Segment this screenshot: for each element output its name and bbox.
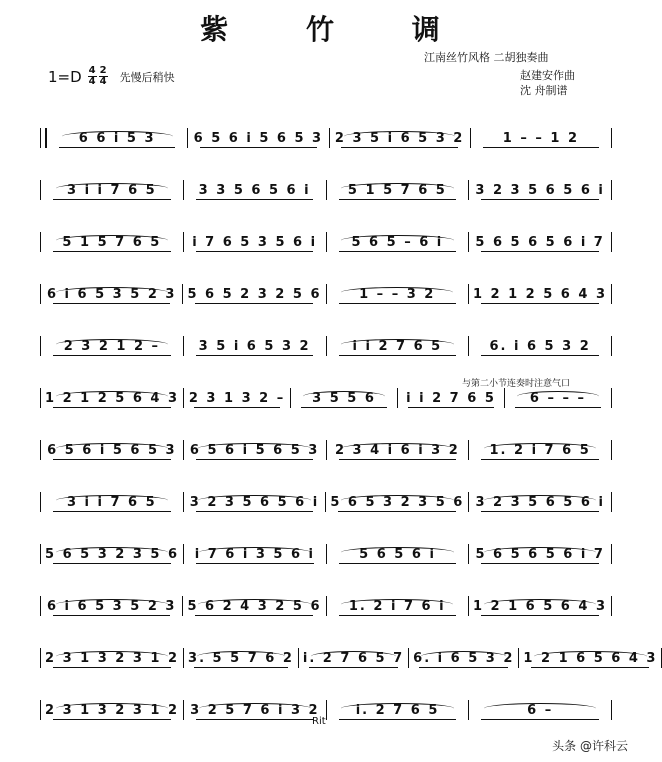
- measure: [187, 599, 321, 618]
- beam-underline: [196, 355, 314, 356]
- slur-mark: [484, 703, 596, 714]
- measure: [331, 547, 465, 566]
- arranger-credit: 沈 舟制谱: [520, 84, 568, 97]
- measure-notes: 3 5 5 6: [312, 391, 376, 406]
- measure-notes: 5 6 5 3 2 3 5 6: [45, 547, 180, 562]
- bar-line: [611, 336, 612, 356]
- beam-underline: [339, 199, 457, 200]
- slur-mark: [198, 495, 310, 506]
- measure: [188, 547, 322, 566]
- slur-mark: [56, 235, 168, 246]
- beam-underline: [309, 667, 398, 668]
- bar-line: [40, 180, 41, 200]
- staff-row: [36, 476, 616, 514]
- bar-line: [40, 440, 41, 460]
- measure: [45, 547, 179, 566]
- bar-line: [183, 544, 184, 564]
- measure-notes: i 7 6 i 3 5 6 i: [194, 547, 316, 562]
- measure: [473, 339, 607, 358]
- bar-line: [611, 180, 612, 200]
- measure: [331, 599, 464, 618]
- measure-notes: 5 6 5 3 2 3 5 6: [330, 495, 465, 510]
- measure: [473, 495, 607, 514]
- beam-underline: [339, 355, 457, 356]
- beam-underline: [196, 251, 314, 252]
- beam-underline: [338, 511, 456, 512]
- measure: [188, 339, 322, 358]
- bar-line: [298, 648, 299, 668]
- slur-mark: [484, 443, 596, 454]
- bar-line: [182, 596, 183, 616]
- beam-underline: [53, 199, 171, 200]
- slur-mark: [341, 495, 454, 506]
- measure-notes: 6 i 6 5 3 5 2 3: [46, 599, 177, 614]
- slur-mark: [56, 287, 168, 298]
- slur-mark: [341, 339, 453, 350]
- measure-notes: 1 – – 1 2: [502, 131, 579, 146]
- measure: [473, 287, 607, 306]
- bar-line: [611, 700, 612, 720]
- measure: [51, 131, 183, 150]
- measure: [45, 495, 179, 514]
- bar-line: [329, 128, 330, 148]
- bar-line: [468, 596, 469, 616]
- measure: [45, 703, 179, 722]
- beam-underline: [339, 615, 456, 616]
- slur-mark: [198, 443, 310, 454]
- beam-underline: [53, 303, 170, 304]
- bar-line: [468, 336, 469, 356]
- measure-notes: 5 6 5 – 6 i: [351, 235, 444, 250]
- measure: [331, 235, 465, 254]
- measure: [523, 651, 657, 670]
- bar-line: [183, 440, 184, 460]
- bar-line: [183, 700, 184, 720]
- measure: [473, 183, 607, 202]
- measure-notes: 2 3 4 i 6 i 3 2: [334, 443, 460, 458]
- measure-notes: 5 6 2 4 3 2 5 6: [187, 599, 322, 614]
- measure-notes: 3 i i 7 6 5: [67, 183, 157, 198]
- bar-line: [40, 128, 47, 148]
- bar-line: [40, 388, 41, 408]
- bar-line: [408, 648, 409, 668]
- meter-top-2: 2: [99, 65, 107, 76]
- measure: [331, 183, 465, 202]
- measure-notes: 6 5 6 i 5 6 5 3: [193, 131, 324, 146]
- bar-line: [326, 596, 327, 616]
- beam-underline: [531, 667, 649, 668]
- tempo-marking: 先慢后稍快: [119, 70, 175, 84]
- bar-line: [183, 388, 184, 408]
- beam-underline: [53, 563, 171, 564]
- meter-bottom-2: 4: [99, 76, 107, 87]
- measure: [45, 391, 179, 410]
- bar-line: [518, 648, 519, 668]
- rit-marking: Rit: [312, 716, 326, 727]
- measure-notes: 3 2 3 5 6 5 6 i: [189, 495, 320, 510]
- beam-underline: [196, 199, 314, 200]
- meter-bottom-1: 4: [88, 76, 96, 87]
- measure: [473, 547, 607, 566]
- measure-notes: 6 –: [527, 703, 554, 718]
- measure-notes: 2 3 5 i 6 5 3 2: [334, 131, 465, 146]
- bar-line: [40, 336, 41, 356]
- beam-underline: [481, 459, 599, 460]
- measure: [187, 287, 321, 306]
- beam-underline: [481, 355, 599, 356]
- slur-mark: [484, 599, 597, 610]
- bar-line: [611, 544, 612, 564]
- measure-notes: 2 3 1 3 2 3 1 2: [45, 703, 180, 718]
- bar-line: [40, 648, 41, 668]
- measure: [473, 443, 607, 462]
- breath-annotation: 与第二小节连奏时注意气口: [462, 379, 571, 389]
- beam-underline: [53, 251, 171, 252]
- measure: [188, 443, 322, 462]
- slur-mark: [56, 183, 168, 194]
- measure-notes: 3. 5 5 7 6 2: [188, 651, 294, 666]
- bar-line: [468, 492, 469, 512]
- measure-notes: 5 6 5 6 i: [359, 547, 436, 562]
- beam-underline: [481, 251, 599, 252]
- bar-line: [468, 544, 469, 564]
- bar-line: [325, 492, 326, 512]
- bar-line: [326, 232, 327, 252]
- measure: [402, 391, 500, 410]
- beam-underline: [515, 407, 601, 408]
- measure-notes: 5 6 5 2 3 2 5 6: [187, 287, 322, 302]
- slur-mark: [56, 391, 169, 402]
- slur-mark: [341, 443, 453, 454]
- beam-underline: [195, 303, 313, 304]
- beam-underline: [194, 667, 287, 668]
- beam-underline: [53, 615, 170, 616]
- staff-row: [36, 216, 616, 254]
- staff-row: [36, 632, 658, 670]
- beam-underline: [53, 667, 171, 668]
- slur-mark: [344, 131, 455, 142]
- bar-line: [326, 180, 327, 200]
- beam-underline: [194, 407, 280, 408]
- measure: [45, 651, 179, 670]
- measure-notes: i. 2 7 6 5 7: [302, 651, 405, 666]
- beam-underline: [196, 459, 314, 460]
- measure: [331, 287, 464, 306]
- beam-underline: [301, 407, 387, 408]
- measure: [45, 183, 179, 202]
- slur-mark: [199, 547, 311, 558]
- bar-line: [468, 700, 469, 720]
- bar-line: [183, 336, 184, 356]
- measure: [45, 599, 178, 618]
- beam-underline: [59, 147, 175, 148]
- bar-line: [183, 232, 184, 252]
- beam-underline: [481, 563, 599, 564]
- beam-underline: [53, 719, 171, 720]
- measure: [475, 131, 607, 150]
- slur-mark: [341, 703, 453, 714]
- beam-underline: [196, 563, 314, 564]
- measure: [188, 235, 322, 254]
- measure: [473, 703, 607, 722]
- measure-notes: 3 2 3 5 6 5 6 i: [475, 495, 605, 510]
- bar-line: [468, 284, 469, 304]
- beam-underline: [339, 459, 457, 460]
- watermark-badge: 头条 @许科云: [548, 735, 632, 756]
- measure-notes: 6 5 6 i 5 6 5 3: [47, 443, 177, 458]
- measure-notes: 1 2 1 6 5 6 4 3: [472, 599, 607, 614]
- beam-underline: [481, 199, 599, 200]
- beam-underline: [481, 615, 599, 616]
- slur-mark: [56, 339, 168, 350]
- slur-mark: [484, 547, 596, 558]
- measure: [473, 599, 607, 618]
- key-label: 1=D: [48, 67, 82, 86]
- measure-notes: 5 1 5 7 6 5: [347, 183, 447, 198]
- measure-notes: i. 2 7 6 5: [355, 703, 440, 718]
- measure: [188, 391, 286, 410]
- measure-notes: 3 2 5 7 6 i 3 2: [190, 703, 320, 718]
- beam-underline: [195, 615, 313, 616]
- beam-underline: [339, 719, 457, 720]
- slur-mark: [303, 391, 385, 402]
- measure-notes: 3 i i 7 6 5: [66, 495, 157, 510]
- measure-notes: 5 6 5 6 5 6 i 7: [475, 235, 605, 250]
- bar-line: [183, 648, 184, 668]
- beam-underline: [200, 147, 316, 148]
- measure-notes: 6 i 6 5 3 5 2 3: [46, 287, 177, 302]
- beam-underline: [419, 667, 508, 668]
- measure-notes: 6. i 6 5 3 2: [413, 651, 515, 666]
- beam-underline: [53, 407, 171, 408]
- measure: [188, 651, 294, 670]
- bar-line: [290, 388, 291, 408]
- measure-notes: 6 5 6 i 5 6 5 3: [189, 443, 320, 458]
- measure-notes: 2 3 2 1 2 –: [63, 339, 161, 354]
- slur-mark: [421, 651, 506, 662]
- measure: [331, 703, 465, 722]
- slur-mark: [534, 651, 647, 662]
- slur-mark: [56, 495, 168, 506]
- bar-line: [504, 388, 505, 408]
- slur-mark: [56, 651, 169, 662]
- measure-notes: 5 1 5 7 6 5: [62, 235, 162, 250]
- measure: [303, 651, 404, 670]
- staff-row: [36, 112, 616, 150]
- measure: [192, 131, 324, 150]
- bar-line: [40, 492, 41, 512]
- beam-underline: [339, 563, 457, 564]
- slur-mark: [341, 287, 453, 298]
- measure: [45, 443, 179, 462]
- measure: [509, 391, 607, 410]
- slur-mark: [517, 391, 599, 402]
- bar-line: [468, 232, 469, 252]
- measure: [413, 651, 514, 670]
- beam-underline: [341, 147, 457, 148]
- measure: [331, 339, 465, 358]
- bar-line: [468, 440, 469, 460]
- bar-line: [470, 128, 471, 148]
- beam-underline: [483, 147, 599, 148]
- slur-mark: [199, 703, 311, 714]
- measure: [45, 235, 179, 254]
- measure: [330, 495, 464, 514]
- bar-line: [40, 284, 41, 304]
- slur-mark: [341, 547, 453, 558]
- slur-mark: [311, 651, 396, 662]
- bar-line: [611, 232, 612, 252]
- beam-underline: [481, 719, 599, 720]
- bar-line: [182, 284, 183, 304]
- bar-line: [326, 336, 327, 356]
- measure-notes: 3 2 3 5 6 5 6 i: [475, 183, 605, 198]
- measure: [45, 287, 178, 306]
- staff-row: [36, 424, 616, 462]
- measure-notes: i 7 6 5 3 5 6 i: [192, 235, 318, 250]
- measure-notes: 6 – – –: [529, 391, 587, 406]
- measure: [188, 183, 322, 202]
- beam-underline: [53, 459, 171, 460]
- beam-underline: [53, 355, 171, 356]
- measure: [473, 235, 607, 254]
- bar-line: [183, 492, 184, 512]
- bar-line: [183, 180, 184, 200]
- slur-mark: [197, 651, 286, 662]
- bar-line: [468, 180, 469, 200]
- bar-line: [611, 128, 612, 148]
- beam-underline: [53, 511, 171, 512]
- bar-line: [326, 284, 327, 304]
- measure-notes: 3 3 5 6 5 6 i: [198, 183, 311, 198]
- bar-line: [611, 492, 612, 512]
- meter-top-1: 4: [88, 65, 96, 76]
- beam-underline: [196, 511, 314, 512]
- measure-notes: 3 5 i 6 5 3 2: [198, 339, 311, 354]
- staff-row: [36, 580, 616, 618]
- bar-line: [397, 388, 398, 408]
- beam-underline: [339, 251, 457, 252]
- slur-mark: [484, 495, 596, 506]
- slur-mark: [56, 599, 168, 610]
- slur-mark: [56, 703, 169, 714]
- measure: [188, 703, 322, 722]
- bar-line: [40, 232, 41, 252]
- slur-mark: [56, 443, 168, 454]
- slur-mark: [62, 131, 173, 142]
- measure-notes: 5 6 5 6 5 6 i 7: [475, 547, 605, 562]
- slur-mark: [341, 235, 453, 246]
- composer-credit: 赵建安作曲: [520, 69, 575, 82]
- slur-mark: [56, 547, 169, 558]
- beam-underline: [408, 407, 494, 408]
- measure: [331, 443, 465, 462]
- measure-notes: i i 2 7 6 5: [406, 391, 496, 406]
- measure-notes: 1 – – 3 2: [359, 287, 436, 302]
- bar-line: [326, 440, 327, 460]
- measure: [295, 391, 393, 410]
- bar-line: [611, 440, 612, 460]
- bar-line: [187, 128, 188, 148]
- slur-mark: [341, 599, 453, 610]
- staff-row: [36, 268, 616, 306]
- bar-line: [40, 700, 41, 720]
- measure-notes: 1 2 1 2 5 6 4 3: [472, 287, 607, 302]
- measure-notes: 2 3 1 3 2 –: [188, 391, 286, 406]
- bar-line: [611, 284, 612, 304]
- slur-mark: [341, 183, 453, 194]
- song-title: 紫 竹 调: [200, 13, 474, 46]
- bar-line: [611, 596, 612, 616]
- bar-line: [611, 388, 612, 408]
- slur-mark: [198, 599, 311, 610]
- measure-notes: 1. 2 i 7 6 i: [348, 599, 446, 614]
- measure-notes: 6. i 6 5 3 2: [489, 339, 591, 354]
- measure-notes: 2 3 1 3 2 3 1 2: [45, 651, 180, 666]
- beam-underline: [339, 303, 456, 304]
- style-line: 江南丝竹风格 二胡独奏曲: [424, 51, 549, 64]
- bar-line: [40, 544, 41, 564]
- measure: [45, 339, 179, 358]
- beam-underline: [196, 719, 314, 720]
- beam-underline: [481, 303, 599, 304]
- staff-row: [36, 528, 616, 566]
- measure-notes: 1 2 1 6 5 6 4 3: [523, 651, 658, 666]
- bar-line: [326, 544, 327, 564]
- staff-row: [36, 684, 616, 722]
- beam-underline: [481, 511, 599, 512]
- measure-notes: 1. 2 i 7 6 5: [489, 443, 591, 458]
- staff-row: [36, 320, 616, 358]
- bar-line: [40, 596, 41, 616]
- measure-notes: i i 2 7 6 5: [352, 339, 443, 354]
- staff-row: [36, 164, 616, 202]
- measure-notes: 6 6 i 5 3: [78, 131, 156, 146]
- measure-notes: 1 2 1 2 5 6 4 3: [45, 391, 180, 406]
- measure: [188, 495, 322, 514]
- measure: [334, 131, 466, 150]
